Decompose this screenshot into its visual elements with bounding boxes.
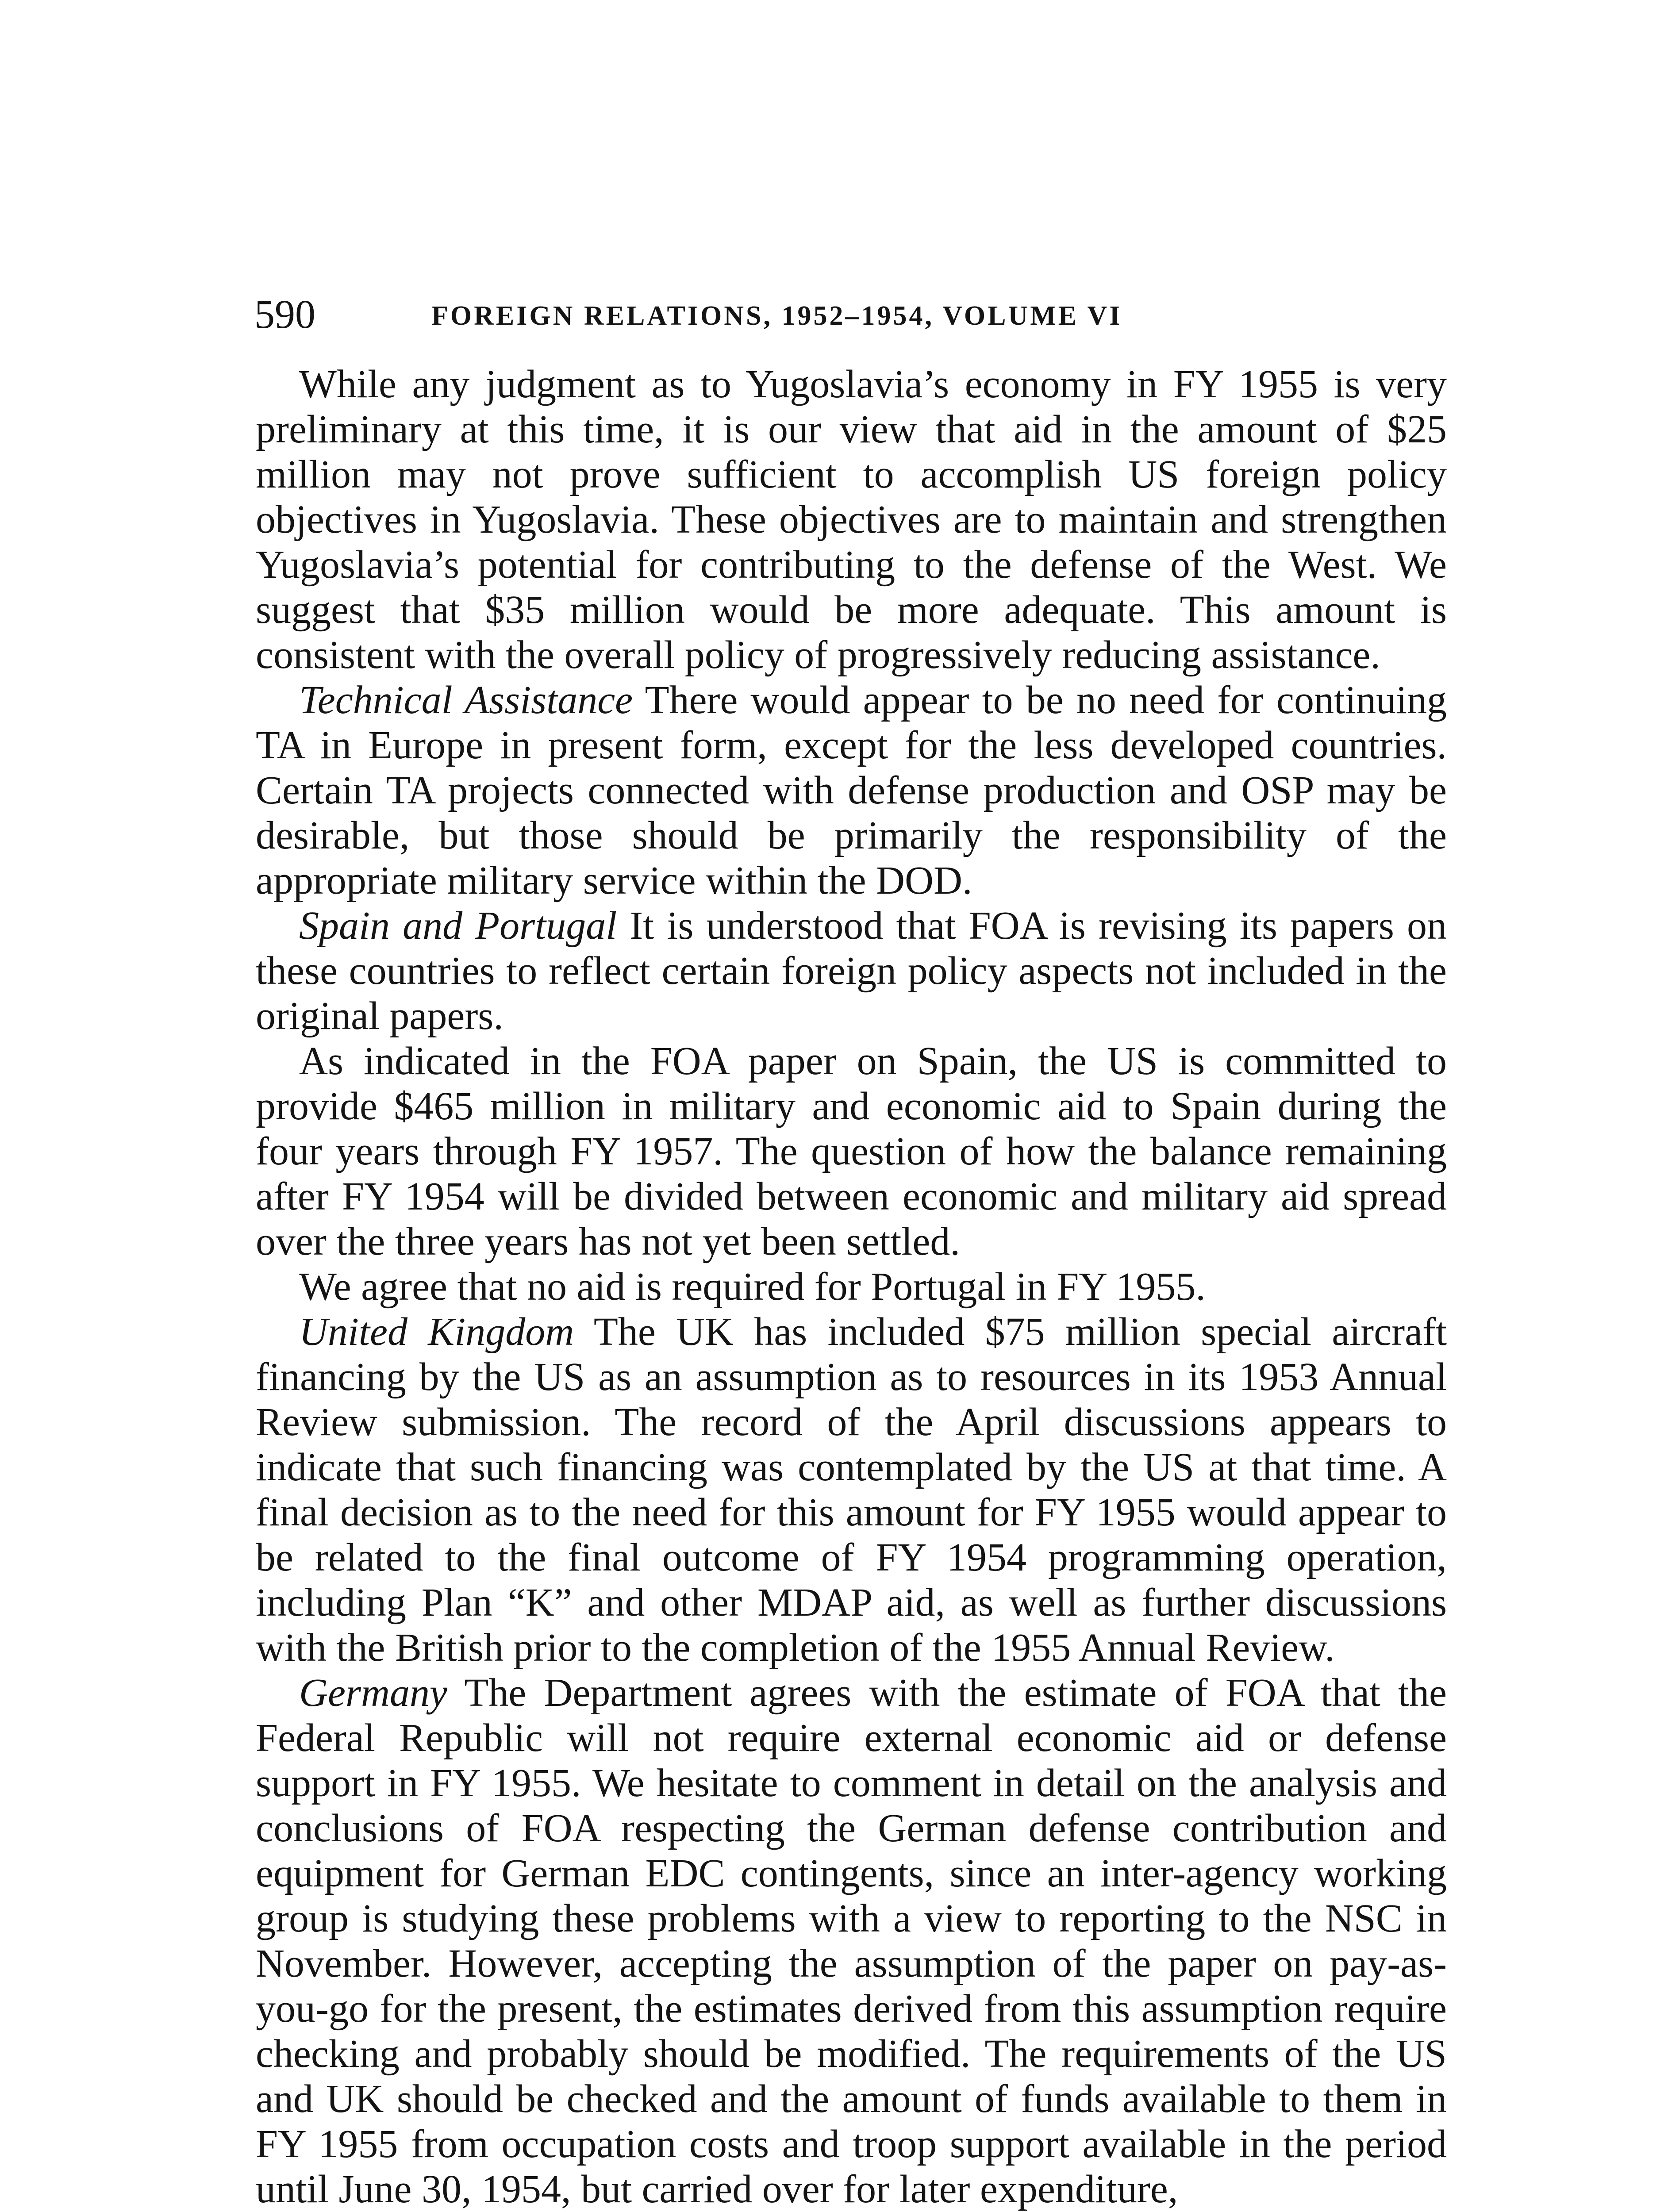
paragraph-spain-portugal [256,903,1447,1039]
section-lead: Technical Assistance [299,678,633,722]
paragraph-spain-aid [256,1039,1447,1264]
running-head [254,290,1449,338]
paragraph-text: The Department agrees with the estimate of FOA that the Federal Republic will not require external economic aid or defense support in FY 1955. We hesitate to comment in detail on the analysis and conclusions of FOA respecting the German defense contribution and equipment for German EDC contingents, since an inter-agency working group is studying these problems with a view to reporting to the NSC in November. However, accepting the assumption of the paper on pay-as-you-go for the present, the estimates derived from this assumption require checking and probably should be modified. The requirements of the US and UK should be checked and the amount of funds available to them in FY 1955 from occupation costs and troop support available in the period until June 30, 1954, but carried over for later expenditure, [256,1671,1447,2211]
section-lead: Spain and Portugal [299,904,617,948]
section-lead: United Kingdom [299,1310,574,1354]
paragraph-portugal [256,1264,1447,1310]
paragraph-text: It is understood that FOA is revising its papers on these countries to reflect certain foreign policy aspects not included in the original papers. [256,904,1447,1038]
body-text [256,362,1447,2212]
paragraph-yugoslavia [256,362,1447,678]
paragraph-technical-assistance [256,678,1447,903]
page-number: 590 [254,292,315,337]
paragraph-united-kingdom [256,1310,1447,1671]
paragraph-germany [256,1671,1447,2212]
paragraph-text: While any judgment as to Yugoslavia’s economy in FY 1955 is very preliminary at this time, it is our view that aid in the amount of $25 million may not prove sufficient to accomplish US foreign policy objectives in Yugoslavia. These objectives are to maintain and strengthen Yugoslavia’s potential for contributing to the defense of the West. We suggest that $35 million would be more adequate. This amount is consistent with the overall policy of progressively reducing assistance. [256,362,1447,677]
paragraph-text: The UK has included $75 million special aircraft financing by the US as an assumption as to resources in its 1953 Annual Review submission. The record of the April discussions appears to indicate that such financing was contemplated by the US at that time. A final decision as to the need for this amount for FY 1955 would appear to be related to the final outcome of FY 1954 programming operation, including Plan “K” and other MDAP aid, as well as further discussions with the British prior to the completion of the 1955 Annual Review. [256,1310,1447,1670]
paragraph-text: There would appear to be no need for continuing TA in Europe in present form, except for the less developed countries. Certain TA projects connected with defense production and OSP may be desirable, but those should be primarily the responsibility of the appropriate military service within the DOD. [256,678,1447,902]
section-lead: Germany [299,1671,447,1715]
paragraph-text: We agree that no aid is required for Portugal in FY 1955. [299,1265,1206,1309]
running-title: FOREIGN RELATIONS, 1952–1954, VOLUME VI [431,301,1122,331]
paragraph-text: As indicated in the FOA paper on Spain, the US is committed to provide $465 million in military and economic aid to Spain during the four years through FY 1957. The question of how the balance remaining after FY 1954 will be divided between economic and military aid spread over the three years has not yet been settled. [256,1039,1447,1263]
